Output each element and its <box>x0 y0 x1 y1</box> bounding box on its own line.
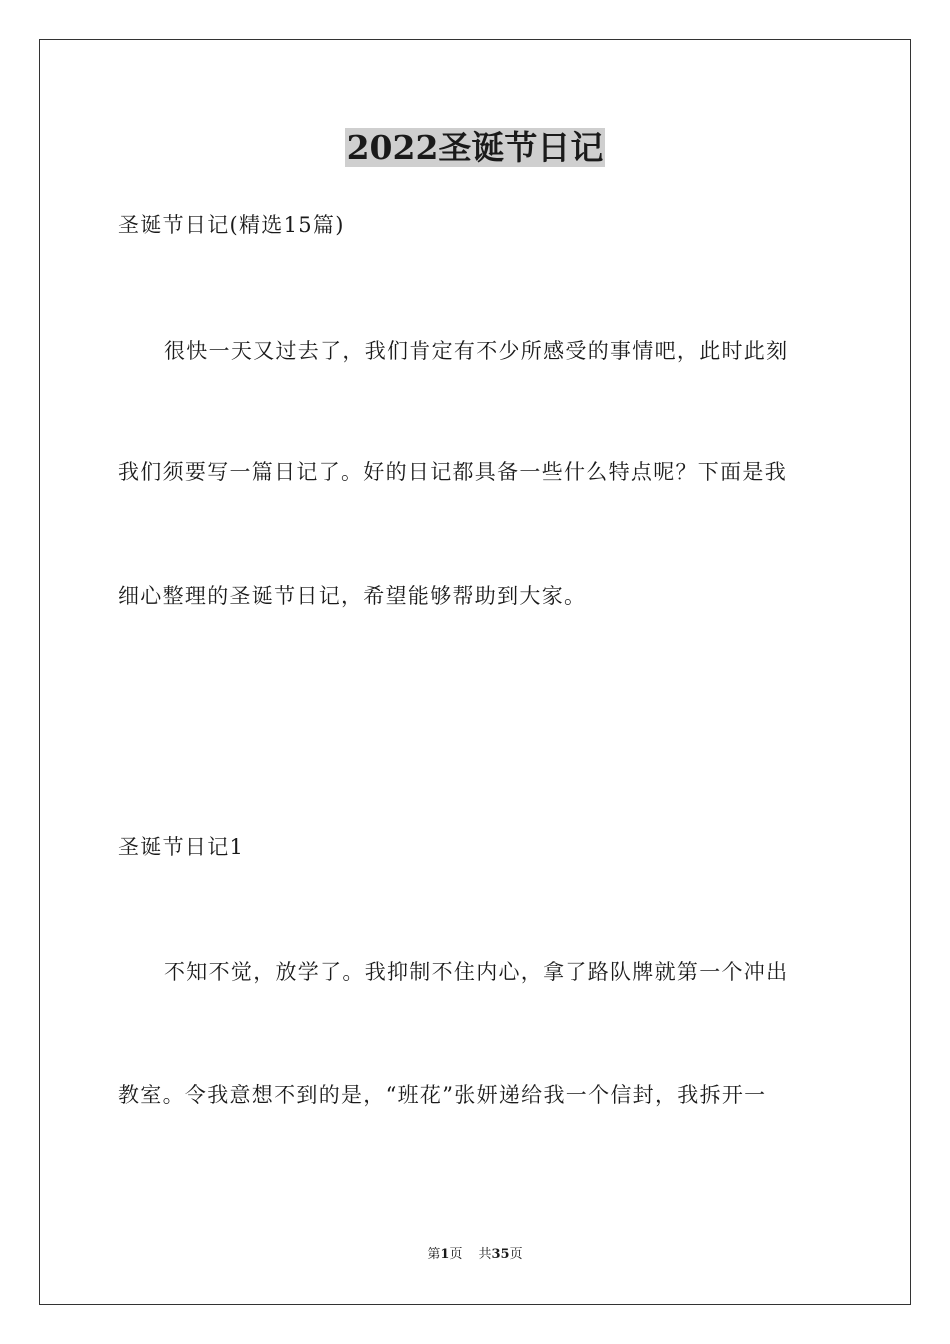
footer-total-suffix: 页 <box>509 1247 523 1262</box>
page-footer <box>0 1246 950 1264</box>
document-title-text: 2022圣诞节日记 <box>346 128 604 167</box>
section-line-1: 不知不觉，放学了。我抑制不住内心，拿了路队牌就第一个冲出 <box>164 960 789 984</box>
footer-page-current: 1 <box>440 1247 450 1262</box>
footer-page-prefix: 第 <box>427 1247 441 1262</box>
footer-page-suffix: 页 <box>449 1247 463 1262</box>
section-line-2: 教室。令我意想不到的是，“班花”张妍递给我一个信封，我拆开一 <box>118 1083 767 1107</box>
footer-total-prefix: 共 <box>478 1247 492 1262</box>
intro-line-1: 很快一天又过去了，我们肯定有不少所感受的事情吧，此时此刻 <box>164 339 789 363</box>
intro-line-3: 细心整理的圣诞节日记，希望能够帮助到大家。 <box>118 584 587 608</box>
document-title <box>0 126 950 170</box>
section-heading: 圣诞节日记1 <box>118 835 245 859</box>
footer-page-total: 35 <box>491 1247 510 1262</box>
document-subtitle: 圣诞节日记(精选15篇) <box>118 213 345 237</box>
intro-line-2: 我们须要写一篇日记了。好的日记都具备一些什么特点呢？下面是我 <box>118 460 787 484</box>
